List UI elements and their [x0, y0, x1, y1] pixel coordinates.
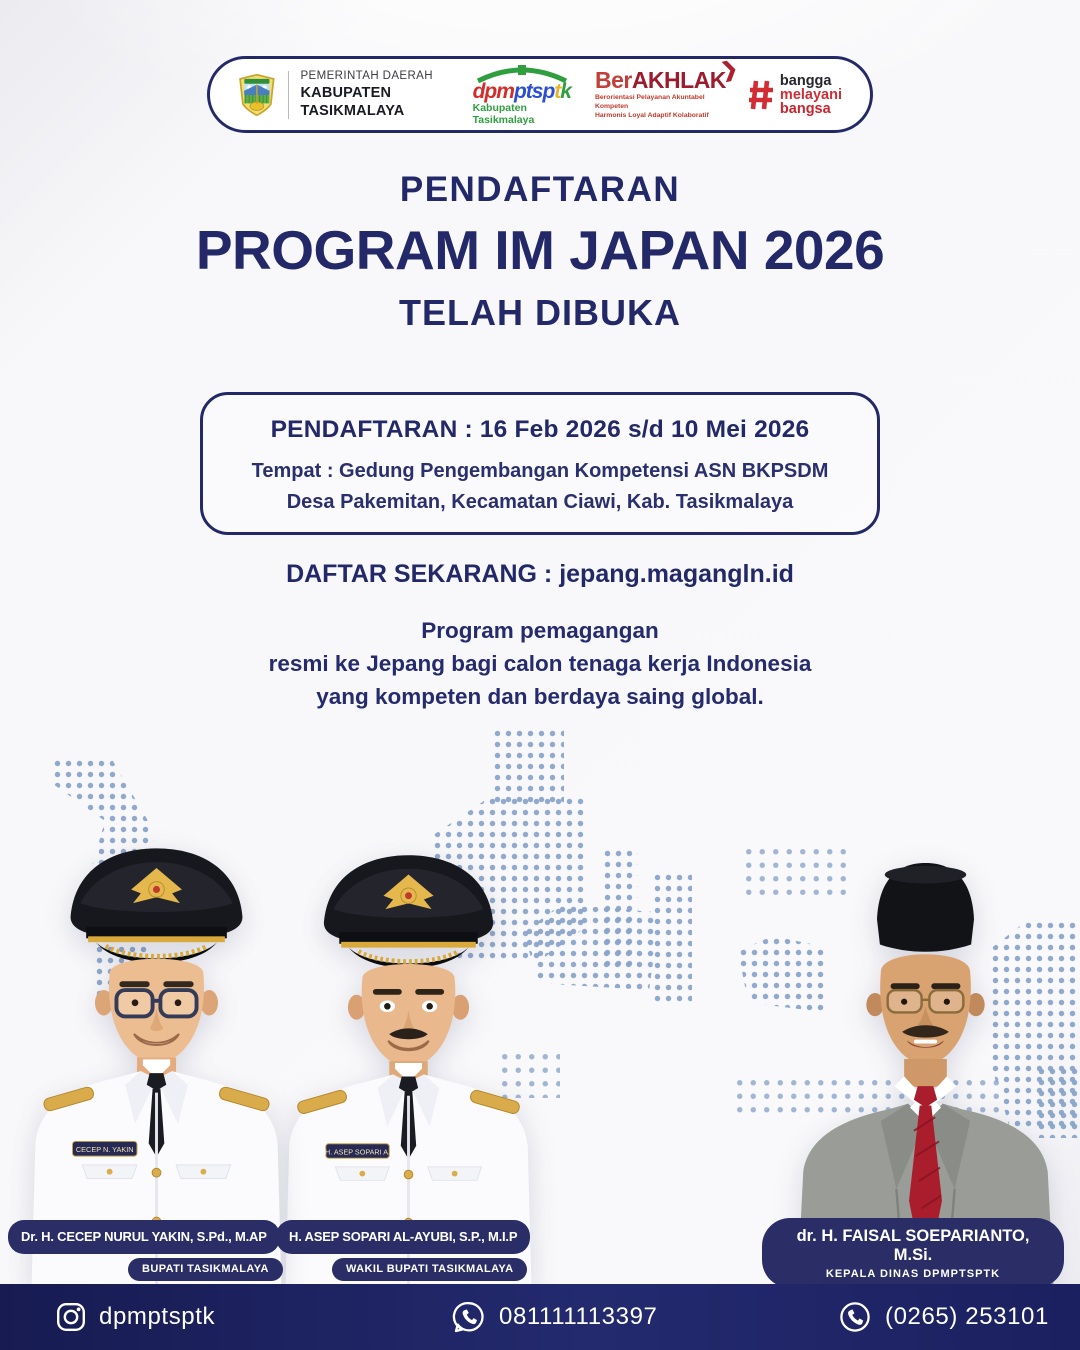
berakhlak-wordmark — [594, 66, 726, 93]
whatsapp-contact[interactable] — [452, 1284, 657, 1350]
photo-bupati — [10, 780, 303, 1288]
map-dots-sulawesi-b — [652, 872, 692, 1002]
bangga-melayani-bangsa-logo — [748, 74, 842, 116]
uniform-name-tag: H. ASEP SOPARI A. — [325, 1147, 391, 1157]
map-dots-sulawesi-a — [602, 848, 638, 970]
government-line1: PEMERINTAH DAERAH — [300, 70, 433, 83]
berakhlak-prefix: Ber — [594, 66, 632, 93]
dpmptsp-wordmark — [472, 80, 571, 103]
phone-contact[interactable] — [838, 1284, 1049, 1350]
berakhlak-arrow-icon: ❯ — [719, 57, 741, 83]
bangga-word2: melayani — [779, 86, 842, 103]
registration-info-box — [200, 392, 880, 535]
dpmptsp-logo — [473, 63, 571, 126]
phone-icon — [838, 1300, 872, 1334]
official-cap-icon — [324, 855, 493, 968]
instagram-handle: dpmptsptk — [99, 1303, 216, 1330]
footer-contact-bar — [0, 1284, 1080, 1350]
phone-number: (0265) 253101 — [885, 1303, 1049, 1330]
description-line2: resmi ke Jepang bagi calon tenaga kerja Indonesia — [268, 651, 812, 676]
official-uniform — [285, 1063, 531, 1288]
description-line1: Program pemagangan — [421, 618, 659, 643]
description-line3: yang kompeten dan berdaya saing global. — [316, 684, 764, 709]
divider — [288, 71, 289, 119]
hashtag-icon — [748, 78, 774, 112]
berakhlak-tagline1: Berorientasi Pelayanan Akuntabel Kompeten — [594, 93, 705, 110]
bupati-role-pill: BUPATI TASIKMALAYA — [128, 1258, 283, 1281]
photo-wakil-bupati — [264, 788, 553, 1288]
wakil-bupati-name-pill: H. ASEP SOPARI AL-AYUBI, S.P., M.I.P — [276, 1220, 530, 1254]
kepala-dinas-name: dr. H. FAISAL SOEPARIANTO, M.Si. — [796, 1227, 1030, 1264]
wakil-bupati-role-pill: WAKIL BUPATI TASIKMALAYA — [332, 1258, 527, 1281]
whatsapp-icon — [452, 1300, 486, 1334]
bangga-word3: bangsa — [779, 100, 831, 117]
berakhlak-logo — [594, 57, 741, 121]
dpm-seg1: dpm — [472, 80, 514, 103]
kepala-dinas-face — [866, 954, 984, 1067]
header-logo-bar — [207, 56, 873, 133]
government-line2: KABUPATEN TASIKMALAYA — [300, 84, 405, 119]
kepala-dinas-pill — [762, 1218, 1064, 1288]
bupati-name-pill: Dr. H. CECEP NURUL YAKIN, S.Pd., M.AP — [8, 1220, 280, 1254]
dpm-seg2: ptsp — [513, 80, 555, 103]
instagram-icon — [56, 1302, 86, 1332]
register-now-link[interactable]: DAFTAR SEKARANG : jepang.magangln.id — [286, 560, 794, 588]
government-logo-block — [238, 66, 451, 124]
official-face — [95, 959, 218, 1065]
whatsapp-number: 081111113397 — [499, 1303, 658, 1330]
dpm-seg3: t — [554, 80, 561, 103]
berakhlak-main: AKHLAK — [631, 66, 726, 93]
registration-period: PENDAFTARAN : 16 Feb 2026 s/d 10 Mei 2026 — [270, 416, 810, 443]
bangga-word1: bangga — [779, 72, 832, 89]
tasikmalaya-crest-icon — [238, 66, 276, 124]
program-description — [0, 614, 1080, 713]
page-title: PROGRAM IM JAPAN 2026 — [195, 219, 885, 281]
title-block — [0, 170, 1080, 334]
venue-line1: Tempat : Gedung Pengembangan Kompetensi ASN BKPSDM — [251, 460, 829, 482]
dpmptsp-subtitle: Kabupaten Tasikmalaya — [472, 102, 535, 126]
dpm-seg4: k — [560, 80, 571, 103]
kepala-dinas-role: KEPALA DINAS DPMPTSPTK — [825, 1268, 1001, 1280]
venue-line2: Desa Pakemitan, Kecamatan Ciawi, Kab. Tasikmalaya — [286, 491, 794, 513]
official-cap-icon — [71, 848, 243, 962]
title-line1: PENDAFTARAN — [399, 170, 681, 209]
peci-icon — [877, 863, 974, 952]
instagram-contact[interactable] — [56, 1284, 215, 1350]
title-line3: TELAH DIBUKA — [399, 292, 681, 333]
uniform-name-tag: CECEP N. YAKIN — [75, 1145, 134, 1155]
official-face — [348, 964, 469, 1069]
berakhlak-tagline2: Harmonis Loyal Adaptif Kolaboratif — [594, 112, 709, 120]
